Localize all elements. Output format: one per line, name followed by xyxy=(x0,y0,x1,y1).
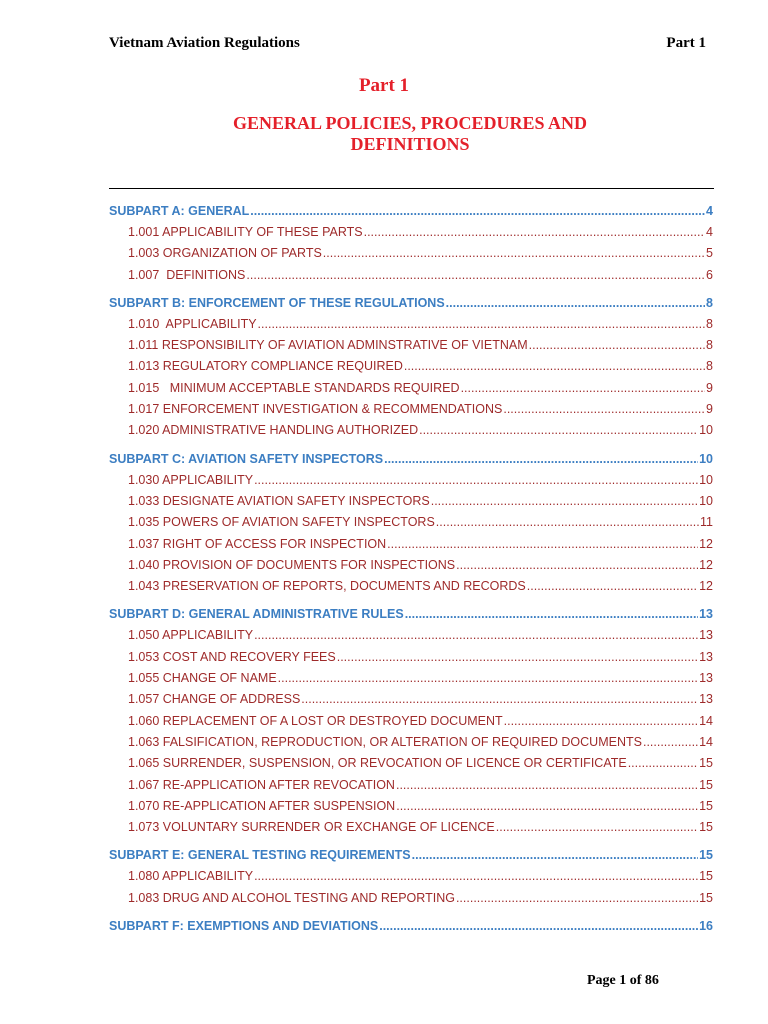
dot-leader xyxy=(643,732,698,753)
toc-section[interactable] xyxy=(109,470,713,491)
toc-section[interactable] xyxy=(109,775,713,796)
part-heading: Part 1 xyxy=(358,75,410,96)
toc-subpart-c[interactable] xyxy=(109,449,713,470)
toc-section[interactable] xyxy=(109,817,713,838)
toc-entry-label: 1.065 SURRENDER, SUSPENSION, OR REVOCATION OF LICENCE OR CERTIFICATE xyxy=(128,756,627,771)
toc-section[interactable] xyxy=(109,534,713,555)
toc-entry-label: 1.033 DESIGNATE AVIATION SAFETY INSPECTORS xyxy=(128,493,430,508)
dot-leader xyxy=(301,689,698,710)
toc-entry-label: SUBPART F: EXEMPTIONS AND DEVIATIONS xyxy=(109,919,379,934)
dot-leader xyxy=(364,222,705,243)
dot-leader xyxy=(496,817,698,838)
toc-page-number: 4 xyxy=(706,204,713,218)
dot-leader xyxy=(503,399,705,420)
toc-entry-label: 1.015 MINIMUM ACCEPTABLE STANDARDS REQUIRED xyxy=(128,380,460,395)
toc-section[interactable] xyxy=(109,356,713,377)
toc-entry-label: 1.007 DEFINITIONS xyxy=(128,267,246,282)
toc-entry-label: 1.070 RE-APPLICATION AFTER SUSPENSION xyxy=(128,798,396,813)
dot-leader xyxy=(461,378,705,399)
running-header-part: Part 1 xyxy=(666,35,706,51)
toc-subpart-e[interactable] xyxy=(109,845,713,866)
toc-page-number: 10 xyxy=(699,493,713,508)
toc-page-number: 14 xyxy=(699,713,713,728)
toc-section[interactable] xyxy=(109,888,713,909)
table-of-contents xyxy=(109,201,713,937)
toc-page-number: 12 xyxy=(699,536,713,551)
toc-entry-label: 1.011 RESPONSIBILITY OF AVIATION ADMINSTRATIVE OF VIETNAM xyxy=(128,338,528,353)
dot-leader xyxy=(405,604,698,625)
toc-page-number: 13 xyxy=(699,628,713,643)
toc-page-number: 14 xyxy=(699,734,713,749)
toc-section[interactable] xyxy=(109,222,713,243)
toc-page-number: 8 xyxy=(706,338,713,353)
toc-subpart-f[interactable] xyxy=(109,916,713,937)
toc-section[interactable] xyxy=(109,420,713,441)
toc-section[interactable] xyxy=(109,796,713,817)
toc-page-number: 15 xyxy=(699,777,713,792)
toc-page-number: 10 xyxy=(699,423,713,438)
toc-entry-label: 1.073 VOLUNTARY SURRENDER OR EXCHANGE OF LICENCE xyxy=(128,820,495,835)
toc-page-number: 13 xyxy=(699,671,713,686)
toc-page-number: 8 xyxy=(706,295,713,310)
toc-page-number: 15 xyxy=(699,756,713,771)
dot-leader xyxy=(384,449,698,470)
toc-entry-label: 1.057 CHANGE OF ADDRESS xyxy=(128,692,301,707)
toc-page-number: 11 xyxy=(700,515,713,530)
toc-entry-label: 1.035 POWERS OF AVIATION SAFETY INSPECTORS xyxy=(128,515,435,530)
page-number-footer: Page 1 of 86 xyxy=(587,973,659,988)
toc-section[interactable] xyxy=(109,689,713,710)
dot-leader xyxy=(412,845,698,866)
toc-entry-label: 1.040 PROVISION OF DOCUMENTS FOR INSPECTIONS xyxy=(128,557,456,572)
dot-leader xyxy=(419,420,698,441)
toc-page-number: 13 xyxy=(699,692,713,707)
toc-page-number: 15 xyxy=(699,820,713,835)
toc-entry-label: SUBPART C: AVIATION SAFETY INSPECTORS xyxy=(109,451,384,466)
toc-entry-label: 1.013 REGULATORY COMPLIANCE REQUIRED xyxy=(128,359,403,374)
dot-leader xyxy=(456,888,698,909)
toc-page-number: 12 xyxy=(699,579,713,594)
toc-page-number: 13 xyxy=(699,607,713,622)
toc-entry-label: SUBPART B: ENFORCEMENT OF THESE REGULATIONS xyxy=(109,295,445,310)
toc-entry-label: 1.083 DRUG AND ALCOHOL TESTING AND REPORTING xyxy=(128,890,455,905)
toc-section[interactable] xyxy=(109,314,713,335)
toc-page-number: 4 xyxy=(706,225,713,239)
toc-entry-label: 1.053 COST AND RECOVERY FEES xyxy=(128,649,336,664)
title-divider xyxy=(109,188,714,189)
toc-entry-label: 1.060 REPLACEMENT OF A LOST OR DESTROYED DOCUMENT xyxy=(128,713,503,728)
toc-section[interactable] xyxy=(109,555,713,576)
dot-leader xyxy=(278,668,698,689)
toc-entry-label: 1.050 APPLICABILITY xyxy=(128,628,254,643)
toc-section[interactable] xyxy=(109,512,713,533)
dot-leader xyxy=(529,335,705,356)
toc-entry-label: 1.080 APPLICABILITY xyxy=(128,869,254,884)
toc-page-number: 13 xyxy=(699,649,713,664)
toc-page-number: 8 xyxy=(706,316,713,331)
toc-entry-label: 1.043 PRESERVATION OF REPORTS, DOCUMENTS AND RECORDS xyxy=(128,579,526,594)
toc-section[interactable] xyxy=(109,335,713,356)
toc-entry-label: 1.063 FALSIFICATION, REPRODUCTION, OR ALTERATION OF REQUIRED DOCUMENTS xyxy=(128,734,642,749)
toc-section[interactable] xyxy=(109,732,713,753)
toc-entry-label: SUBPART A: GENERAL xyxy=(109,204,250,218)
dot-leader xyxy=(323,243,705,264)
toc-entry-label: 1.055 CHANGE OF NAME xyxy=(128,671,277,686)
toc-section[interactable] xyxy=(109,668,713,689)
dot-leader xyxy=(250,201,705,222)
toc-section[interactable] xyxy=(109,866,713,887)
toc-section[interactable] xyxy=(109,399,713,420)
dot-leader xyxy=(527,576,698,597)
dot-leader xyxy=(628,753,698,774)
toc-page-number: 10 xyxy=(699,472,713,487)
toc-section[interactable] xyxy=(109,491,713,512)
toc-entry-label: 1.001 APPLICABILITY OF THESE PARTS xyxy=(128,225,363,239)
toc-section[interactable] xyxy=(109,625,713,646)
toc-subpart-a[interactable] xyxy=(109,201,713,222)
dot-leader xyxy=(246,265,705,286)
dot-leader xyxy=(504,711,698,732)
toc-entry-label: 1.037 RIGHT OF ACCESS FOR INSPECTION xyxy=(128,536,387,551)
dot-leader xyxy=(387,534,698,555)
toc-entry-label: SUBPART D: GENERAL ADMINISTRATIVE RULES xyxy=(109,607,404,622)
toc-page-number: 6 xyxy=(706,267,713,282)
toc-page-number: 8 xyxy=(706,359,713,374)
dot-leader xyxy=(396,796,698,817)
toc-section[interactable] xyxy=(109,576,713,597)
toc-entry-label: 1.010 APPLICABILITY xyxy=(128,316,257,331)
toc-section[interactable] xyxy=(109,265,713,286)
running-header-title: Vietnam Aviation Regulations xyxy=(109,35,300,51)
toc-entry-label: 1.067 RE-APPLICATION AFTER REVOCATION xyxy=(128,777,395,792)
dot-leader xyxy=(396,775,698,796)
toc-entry-label: 1.030 APPLICABILITY xyxy=(128,472,254,487)
toc-page-number: 15 xyxy=(699,798,713,813)
toc-page-number: 15 xyxy=(699,890,713,905)
toc-subpart-b[interactable] xyxy=(109,293,713,314)
dot-leader xyxy=(254,866,698,887)
toc-section[interactable] xyxy=(109,647,713,668)
toc-page-number: 16 xyxy=(699,919,713,934)
dot-leader xyxy=(254,470,698,491)
toc-section[interactable] xyxy=(109,753,713,774)
dot-leader xyxy=(258,314,706,335)
toc-page-number: 12 xyxy=(699,557,713,572)
dot-leader xyxy=(436,512,699,533)
toc-entry-label: 1.017 ENFORCEMENT INVESTIGATION & RECOMMENDATIONS xyxy=(128,402,503,417)
toc-section[interactable] xyxy=(109,711,713,732)
toc-section[interactable] xyxy=(109,378,713,399)
toc-page-number: 9 xyxy=(706,402,713,417)
toc-entry-label: 1.020 ADMINISTRATIVE HANDLING AUTHORIZED xyxy=(128,423,419,438)
dot-leader xyxy=(379,916,698,937)
dot-leader xyxy=(431,491,698,512)
dot-leader xyxy=(456,555,698,576)
toc-page-number: 15 xyxy=(699,869,713,884)
toc-subpart-d[interactable] xyxy=(109,604,713,625)
toc-page-number: 9 xyxy=(706,380,713,395)
toc-page-number: 5 xyxy=(706,246,713,261)
dot-leader xyxy=(446,293,705,314)
dot-leader xyxy=(404,356,705,377)
dot-leader xyxy=(254,625,698,646)
toc-entry-label: 1.003 ORGANIZATION OF PARTS xyxy=(128,246,322,261)
toc-entry-label: SUBPART E: GENERAL TESTING REQUIREMENTS xyxy=(109,848,411,863)
toc-section[interactable] xyxy=(109,243,713,264)
document-title: GENERAL POLICIES, PROCEDURES AND DEFINITIONS xyxy=(232,113,588,154)
toc-page-number: 10 xyxy=(699,451,713,466)
toc-page-number: 15 xyxy=(699,848,713,863)
dot-leader xyxy=(337,647,698,668)
